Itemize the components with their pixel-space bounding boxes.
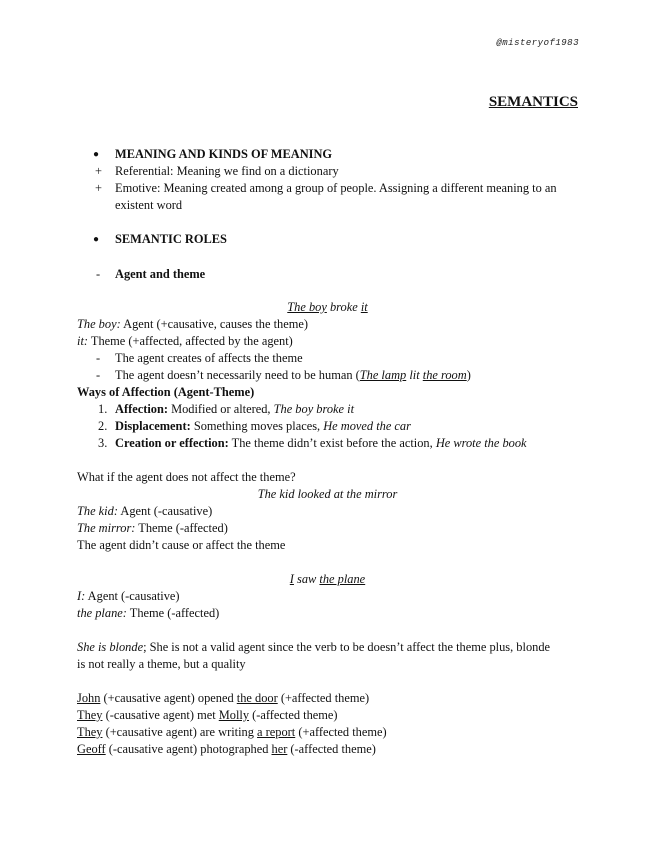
text-line	[0, 486, 655, 503]
text-line	[115, 163, 339, 180]
text-segment: She is blonde	[77, 640, 144, 654]
text-segment: Creation or effection:	[115, 436, 229, 450]
text-segment: The theme didn’t exist before the action,	[228, 436, 436, 450]
text-line	[115, 146, 332, 163]
list-number: 3.	[98, 436, 108, 450]
text-segment: Geoff	[77, 742, 106, 756]
text-segment: (-causative agent) photographed	[105, 742, 272, 756]
bullet-icon: ●	[93, 149, 100, 160]
dash-marker: -	[96, 351, 101, 365]
text-segment: Agent (-causative)	[117, 504, 213, 518]
text-segment: The agent didn’t cause or affect the theme	[77, 538, 286, 552]
text-segment: broke	[326, 300, 361, 314]
text-segment: Emotive: Meaning created among a group of people. Assigning a different meaning to an	[115, 181, 557, 195]
text-segment: the plane	[319, 572, 366, 586]
text-segment: Modified or altered,	[167, 402, 274, 416]
text-segment: the door	[236, 691, 278, 705]
text-line	[77, 333, 293, 350]
text-segment: (-affected theme)	[287, 742, 376, 756]
text-segment: John	[77, 691, 101, 705]
text-line	[77, 605, 219, 622]
text-segment: SEMANTIC ROLES	[115, 232, 227, 246]
text-segment: Referential: Meaning we find on a dictionary	[115, 164, 339, 178]
text-segment: He wrote the book	[435, 436, 527, 450]
text-line	[77, 639, 550, 656]
text-line	[77, 656, 246, 673]
text-segment: the room	[422, 368, 467, 382]
text-line	[77, 707, 338, 724]
text-segment: Agent and theme	[115, 267, 206, 281]
text-segment: (+affected theme)	[295, 725, 387, 739]
text-segment: saw	[293, 572, 320, 586]
text-segment: existent word	[115, 198, 183, 212]
text-segment: )	[466, 368, 471, 382]
text-segment: a report	[257, 725, 296, 739]
dash-marker: -	[96, 267, 101, 281]
text-segment: I	[289, 572, 294, 586]
text-line	[115, 231, 227, 248]
text-segment: The boy broke it	[273, 402, 355, 416]
text-segment: The agent creates of affects the theme	[115, 351, 303, 365]
text-segment: her	[271, 742, 288, 756]
text-segment: (+causative agent) are writing	[102, 725, 258, 739]
text-segment: What if the agent does not affect the theme?	[77, 470, 296, 484]
watermark: @misteryof1983	[496, 38, 579, 48]
text-segment: Ways of Affection (Agent-Theme)	[77, 385, 255, 399]
text-line	[77, 469, 296, 486]
text-segment: Agent (+causative, causes the theme)	[120, 317, 308, 331]
text-segment: is not really a theme, but a quality	[77, 657, 246, 671]
text-segment: Affection:	[115, 402, 168, 416]
text-line	[77, 316, 308, 333]
text-segment: MEANING AND KINDS OF MEANING	[115, 147, 333, 161]
text-segment: Theme (-affected)	[135, 521, 228, 535]
text-segment: He moved the car	[323, 419, 411, 433]
text-segment: They	[77, 725, 103, 739]
text-segment: The boy	[287, 300, 327, 314]
text-line	[0, 299, 655, 316]
text-segment: The kid:	[77, 504, 118, 518]
text-line	[115, 418, 411, 435]
text-segment: They	[77, 708, 103, 722]
text-segment: (+affected theme)	[277, 691, 370, 705]
text-line	[77, 690, 369, 707]
bullet-icon: ●	[93, 234, 100, 245]
text-segment: The mirror:	[77, 521, 136, 535]
text-line	[115, 350, 303, 367]
text-line	[115, 401, 354, 418]
text-segment: (+causative agent) opened	[100, 691, 237, 705]
text-segment: lit	[406, 368, 423, 382]
page-title: SEMANTICS	[488, 94, 578, 110]
text-segment: it:	[77, 334, 89, 348]
text-segment: I:	[77, 589, 86, 603]
text-segment: the plane:	[77, 606, 127, 620]
text-line	[115, 266, 205, 283]
plus-marker: +	[95, 164, 102, 178]
text-line	[115, 367, 471, 384]
text-segment: The agent doesn’t necessarily need to be human (	[115, 368, 360, 382]
text-segment: (-affected theme)	[249, 708, 338, 722]
list-number: 1.	[98, 402, 108, 416]
list-number: 2.	[98, 419, 108, 433]
text-line	[77, 537, 285, 554]
text-line	[77, 741, 376, 758]
text-line	[77, 384, 254, 401]
text-line	[115, 180, 557, 197]
text-segment: it	[360, 300, 368, 314]
text-line	[77, 588, 180, 605]
text-segment: Theme (+affected, affected by the agent)	[88, 334, 293, 348]
text-line	[77, 503, 212, 520]
text-segment: Displacement:	[115, 419, 191, 433]
dash-marker: -	[96, 368, 101, 382]
plus-marker: +	[95, 181, 102, 195]
text-line	[0, 571, 655, 588]
text-line	[115, 435, 527, 452]
text-segment: Molly	[218, 708, 250, 722]
text-segment: Theme (-affected)	[126, 606, 220, 620]
text-segment: Something moves places,	[190, 419, 324, 433]
text-line	[77, 520, 228, 537]
text-segment: The kid looked at the mirror	[257, 487, 398, 501]
text-line	[77, 724, 387, 741]
text-segment: The lamp	[359, 368, 407, 382]
text-segment: The boy:	[77, 317, 121, 331]
text-segment: (-causative agent) met	[102, 708, 219, 722]
text-segment: Agent (-causative)	[85, 589, 180, 603]
text-segment: ; She is not a valid agent since the verb to be doesn’t affect the theme plus, blonde	[143, 640, 551, 654]
text-line	[115, 197, 182, 214]
